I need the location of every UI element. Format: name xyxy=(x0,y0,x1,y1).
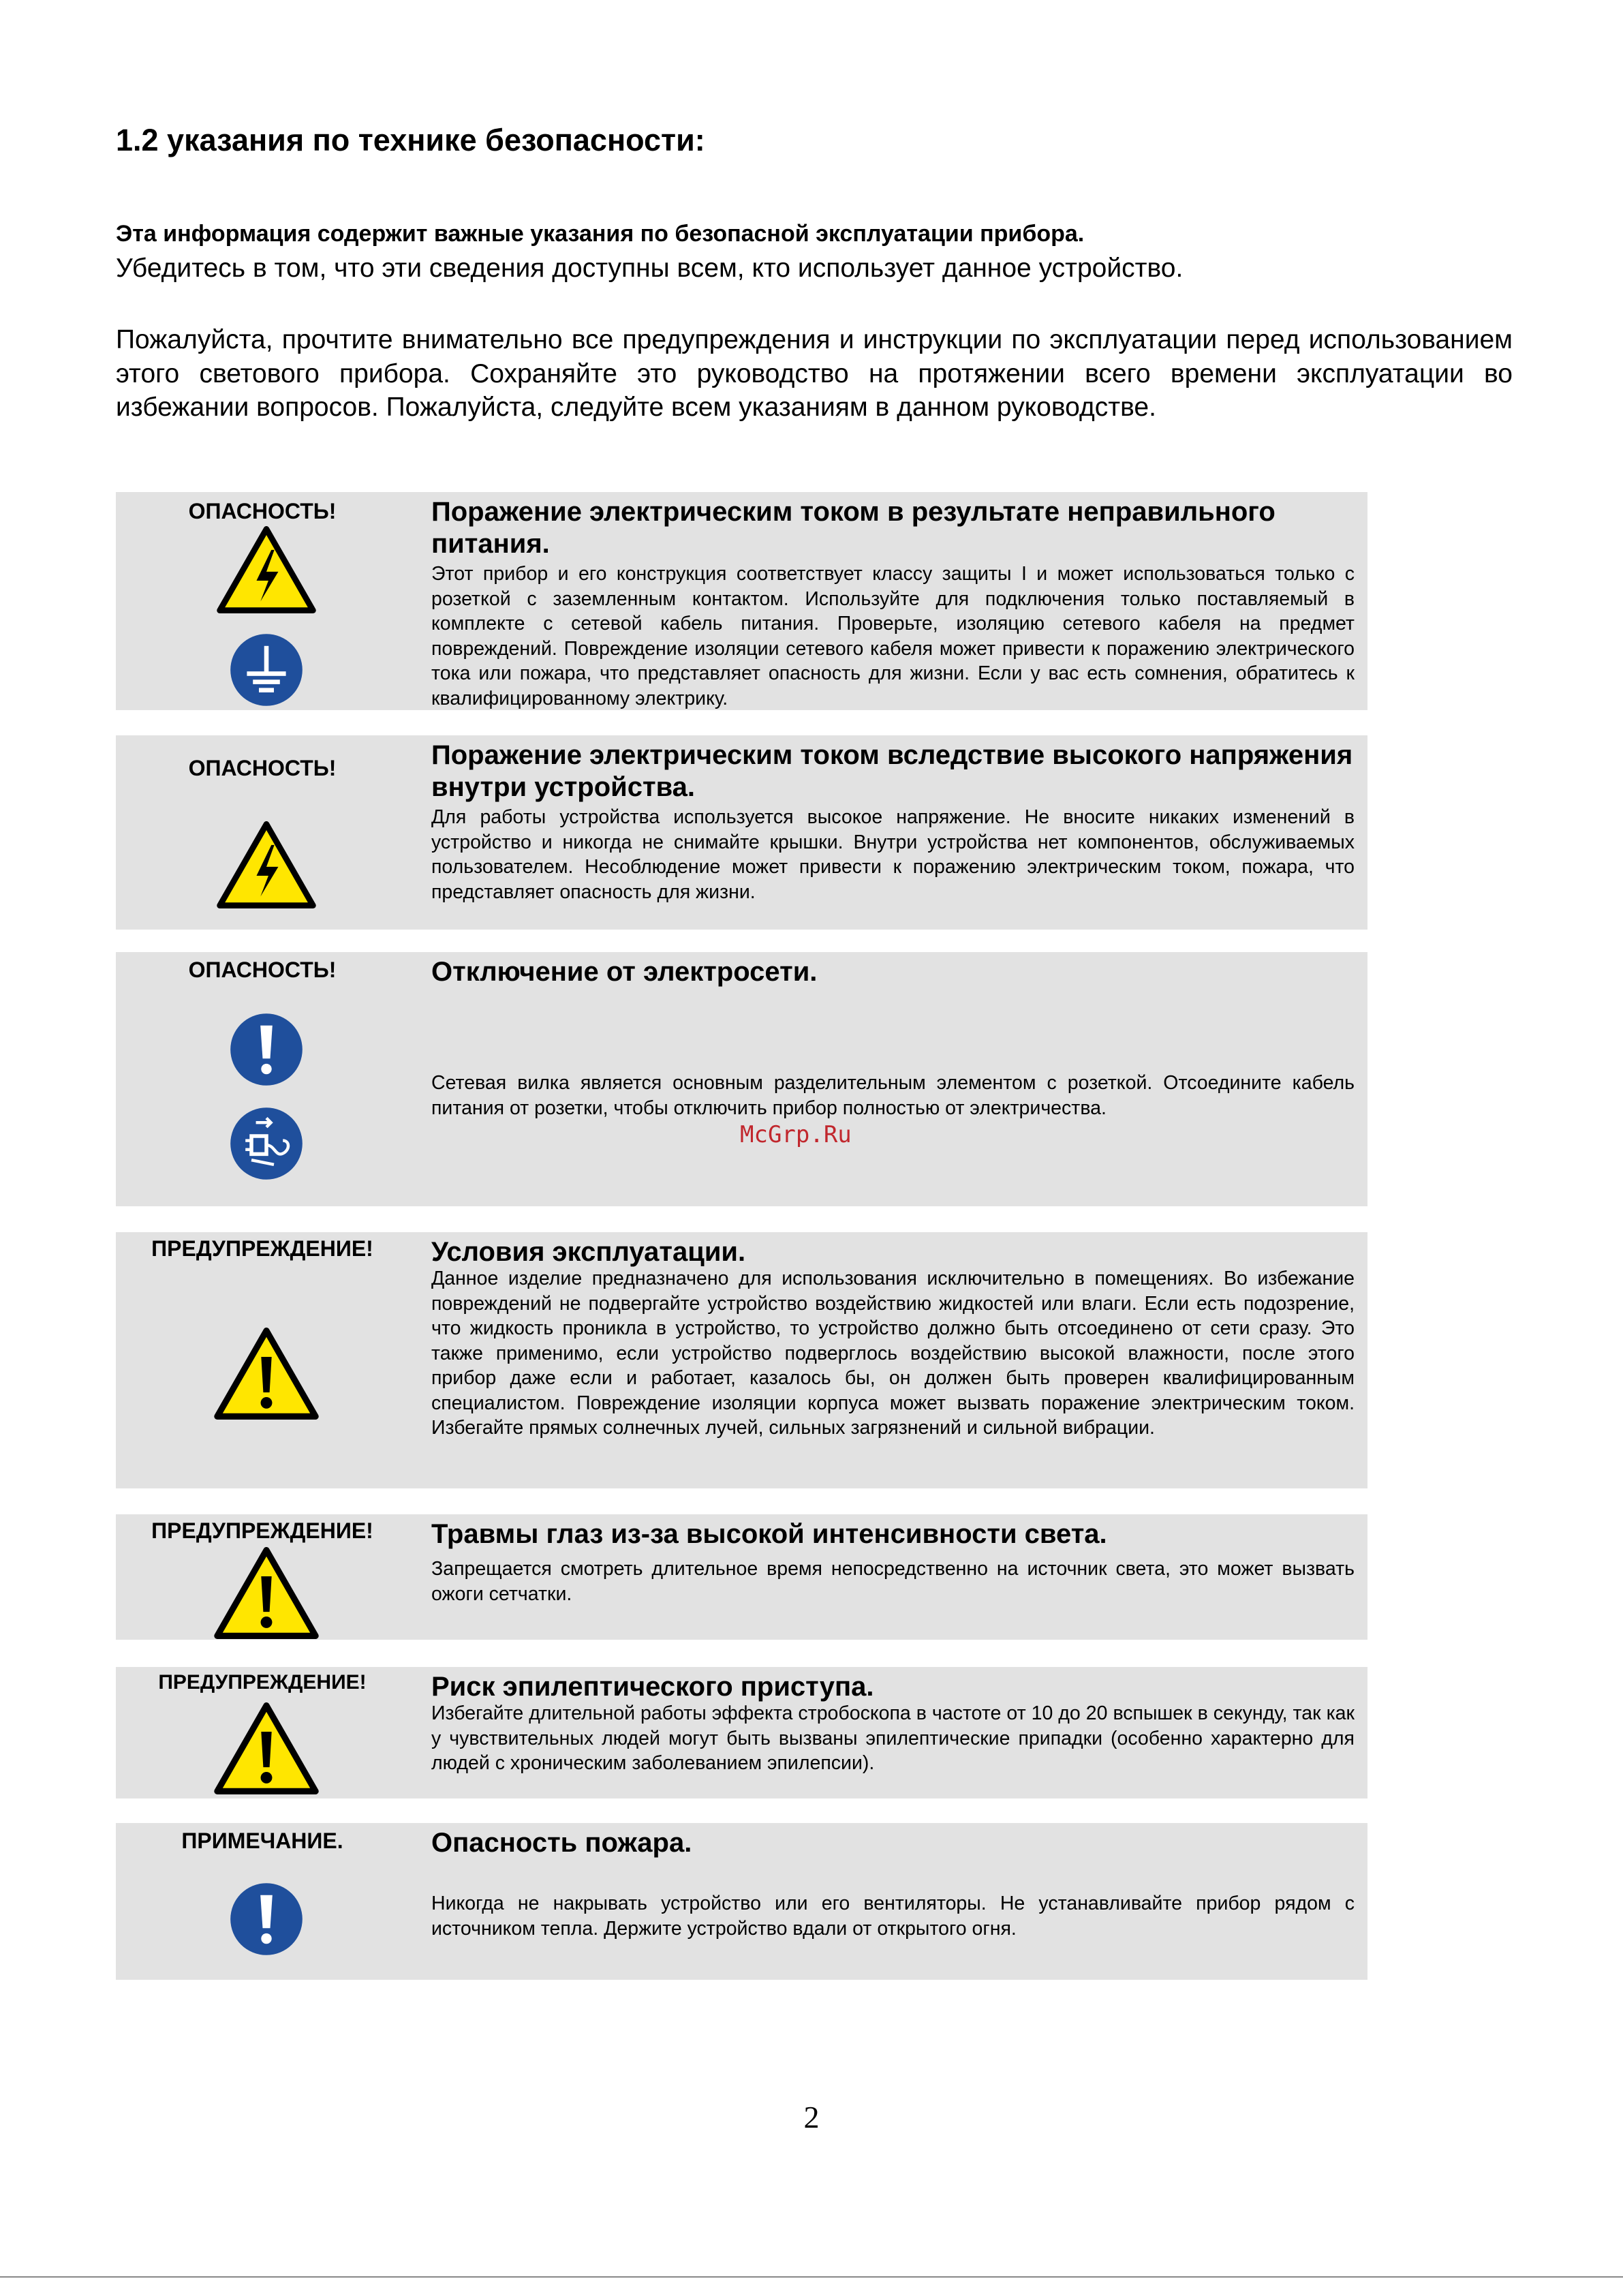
electric-shock-warning-icon xyxy=(217,526,316,613)
general-warning-icon xyxy=(214,1328,319,1420)
box-body: Этот прибор и его конструкция соответствует классу защиты I и может использоваться только с розеткой с заземленным контактом. Используйте для подключения только поставляемый в комплекте с сетевой кабель питания. Проверьте, изоляцию сетевого кабеля на предмет повреждений. Повреждение изоляции сетевого кабеля может привести к поражению электрического тока или пожара, что представляет опасность для жизни. Если у вас есть сомнения, обратитесь к квалифицированному электрику. xyxy=(431,563,1355,709)
hazard-label: ОПАСНОСТЬ! xyxy=(188,499,337,523)
hazard-label: ОПАСНОСТЬ! xyxy=(188,958,337,982)
hazard-label: ОПАСНОСТЬ! xyxy=(188,756,337,780)
box-body: Данное изделие предназначено для использования исключительно в помещениях. Во избежание повреждений не подвергайте устройство воздействию жидкостей или влаги. Если есть подозрение, что жидкость проникла в устройство, то устройство должно быть отсоединено от сети сразу. Это также применимо, если устройство подверглось воздействию высокой влажности, после этого прибор даже если и работает, казалось бы, он должен быть проверен квалифицированным специалистом. Повреждение изоляции корпуса может вызвать поражение электрическим током. Избегайте прямых солнечных лучей, сильных загрязнений и сильной вибрации. xyxy=(431,1268,1355,1439)
box-body: Никогда не накрывать устройство или его вентиляторы. Не устанавливайте прибор рядом с источником тепла. Держите устройство вдали от открытого огня. xyxy=(431,1893,1355,1940)
box-title: Поражение электрическим током вследствие высокого напряжения внутри устройства. xyxy=(431,740,1353,802)
ground-connection-icon xyxy=(229,632,304,707)
intro-line: Убедитесь в том, что эти сведения доступны всем, кто использует данное устройство. xyxy=(116,254,1184,283)
safety-box-epilepsy xyxy=(116,1667,1367,1798)
mandatory-action-icon xyxy=(229,1012,304,1087)
hazard-label: ПРЕДУПРЕЖДЕНИЕ! xyxy=(158,1671,367,1694)
box-body: Избегайте длительной работы эффекта стробоскопа в частоте от 10 до 20 вспышек в секунду, так как у чувствительных людей могут быть вызваны эпилептические припадки (особенно характерно для людей с хроническим заболеванием эпилепсии). xyxy=(431,1702,1355,1774)
box-body: Запрещается смотреть длительное время непосредственно на источник света, это может вызвать ожоги сетчатки. xyxy=(431,1558,1355,1605)
electric-shock-warning-icon xyxy=(217,821,316,908)
mandatory-action-icon xyxy=(229,1882,304,1957)
box-title: Условия эксплуатации. xyxy=(431,1237,746,1267)
hazard-label: ПРЕДУПРЕЖДЕНИЕ! xyxy=(151,1236,373,1261)
hazard-label: ПРЕДУПРЕЖДЕНИЕ! xyxy=(151,1518,373,1543)
box-title: Риск эпилептического приступа. xyxy=(431,1672,874,1702)
box-title: Поражение электрическим током в результате неправильного питания. xyxy=(431,497,1276,559)
safety-box-high-voltage xyxy=(116,735,1367,930)
watermark: McGrp.Ru xyxy=(740,1121,852,1148)
general-warning-icon xyxy=(214,1547,319,1639)
safety-box-electric-supply xyxy=(116,492,1367,710)
safety-box-eye-injury xyxy=(116,1514,1367,1640)
disconnect-plug-icon xyxy=(229,1106,304,1181)
box-title: Травмы глаз из-за высокой интенсивности света. xyxy=(431,1519,1107,1549)
hazard-label: ПРИМЕЧАНИЕ. xyxy=(181,1828,343,1853)
safety-box-operating-conditions xyxy=(116,1232,1367,1488)
intro-bold-note: Эта информация содержит важные указания по безопасной эксплуатации прибора. xyxy=(116,221,1085,247)
box-title: Опасность пожара. xyxy=(431,1828,692,1858)
box-body: Для работы устройства используется высокое напряжение. Не вносите никаких изменений в устройство и никогда не снимайте крышки. Внутри устройства нет компонентов, обслуживаемых пользователем. Несоблюдение может привести к поражению электрическим током, пожара, что представляет опасность для жизни. xyxy=(431,806,1355,903)
box-title: Отключение от электросети. xyxy=(431,957,818,987)
safety-box-fire-hazard xyxy=(116,1823,1367,1980)
intro-paragraph: Пожалуйста, прочтите внимательно все предупреждения и инструкции по эксплуатации перед использованием этого светового прибора. Сохраняйте это руководство на протяжении всего времени эксплуатации во избежании вопросов. Пожалуйста, следуйте всем указаниям в данном руководстве. xyxy=(116,325,1513,422)
footer-divider xyxy=(0,2276,1623,2278)
page-number: 2 xyxy=(803,2100,820,2134)
safety-box-disconnect xyxy=(116,952,1367,1206)
general-warning-icon xyxy=(214,1702,319,1794)
box-body: Сетевая вилка является основным разделительным элементом с розеткой. Отсоедините кабель питания от розетки, чтобы отключить прибор полностью от электричества. xyxy=(431,1072,1355,1119)
section-heading: 1.2 указания по технике безопасности: xyxy=(116,123,705,157)
